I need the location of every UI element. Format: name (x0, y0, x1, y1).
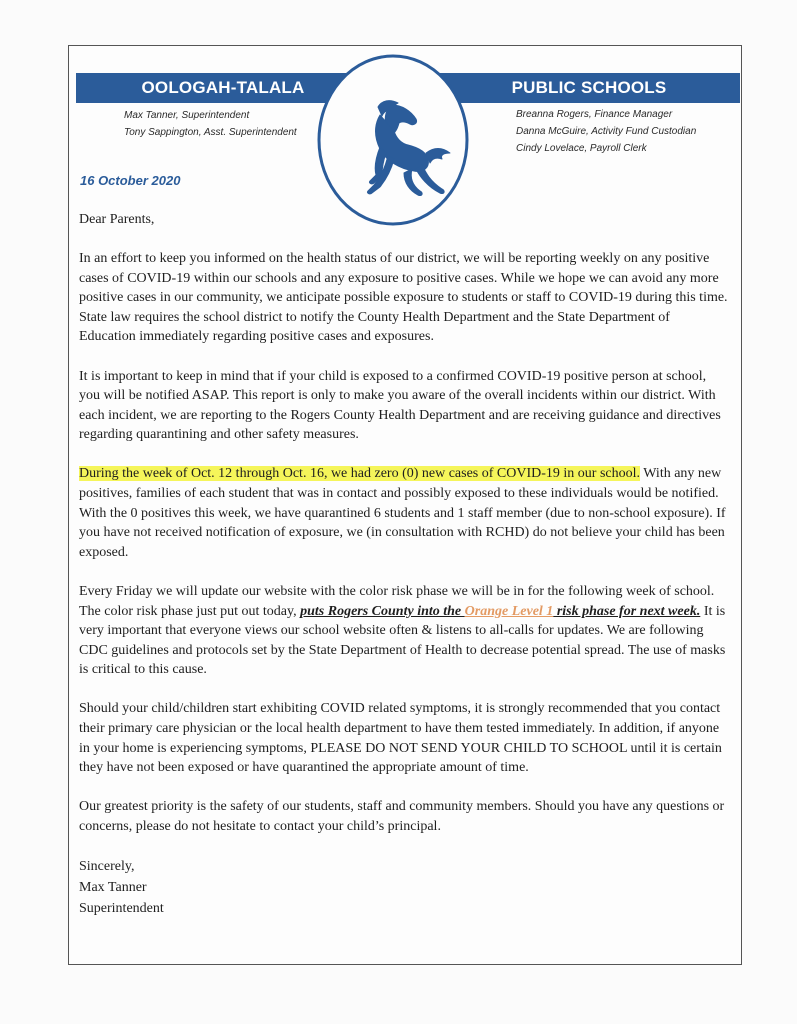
letter-body (79, 210, 729, 919)
letter-date: 16 October 2020 (80, 173, 181, 188)
district-name: OOLOGAH-TALALA (141, 78, 305, 97)
staff-line: Max Tanner, Superintendent (124, 110, 250, 121)
signer-title: Superintendent (79, 900, 164, 916)
paragraph-reporting: In an effort to keep you informed on the health status of our district, we will be reporting weekly on any positive cases of COVID-19 within our schools and any exposure to positive cases. While we hope we can avoid any more positive cases in our community, we anticipate possible exposure to students or staff to COVID-19 during this time. State law requires the school district to notify the County Health Department and the State Department of Education immediately regarding positive cases and exposures. (79, 251, 728, 345)
paragraph-weekly-cases (79, 464, 729, 562)
sign-off: Sincerely, (79, 858, 135, 874)
paragraph-symptoms: Should your child/children start exhibiting COVID related symptoms, it is strongly recommended that you contact their primary care physician or the local health department to have them tested immediately. In addition, if anyone in your home is experiencing symptoms, PLEASE DO NOT SEND YOUR CHILD TO SCHOOL until it is certain they have not been exposed or have quarantined the appropriate amount of time. (79, 701, 722, 776)
left-staff-list (124, 107, 297, 141)
paragraph-notification: It is important to keep in mind that if your child is exposed to a confirmed COVID-19 positive person at school, you will be notified ASAP. This report is only to make you aware of the overall incidents within our district. With each incident, we are reporting to the Rogers County Health Department and are receiving guidance and directives regarding quarantining and other safety measures. (79, 368, 721, 443)
paragraph-risk-phase (79, 582, 729, 680)
risk-phase-emphasis-end: risk phase for next week. (553, 603, 701, 619)
staff-line: Breanna Rogers, Finance Manager (516, 109, 673, 120)
staff-line: Tony Sappington, Asst. Superintendent (124, 127, 297, 138)
signer-name: Max Tanner (79, 879, 147, 895)
highlighted-case-count: During the week of Oct. 12 through Oct. 16, we had zero (0) new cases of COVID-19 in our school. (79, 466, 641, 482)
mustang-horse-icon (316, 53, 470, 227)
orange-level-label: Orange Level 1 (464, 603, 554, 619)
district-name-banner (76, 73, 346, 103)
staff-line: Danna McGuire, Activity Fund Custodian (516, 126, 697, 137)
risk-phase-emphasis-start: puts Rogers County into the (300, 603, 465, 619)
staff-line: Cindy Lovelace, Payroll Clerk (516, 143, 647, 154)
weekly-cases-details: With any new positives, families of each student that was in contact and possibly exposed to these individuals would be notified. With the 0 positives this week, we have quarantined 6 students and 1 staff member (due to non-school exposure). If you have not received notification of exposure, we (in consultation with RCHD) do not believe your child has been exposed. (79, 466, 726, 560)
risk-phase-details: It is very important that everyone views our school website often & listens to all-calls for updates. We are following CDC guidelines and protocols set by the State Department of Health to decrease potential spread. The use of masks is critical to this cause. (79, 603, 726, 678)
greeting: Dear Parents, (79, 212, 155, 227)
right-staff-list (516, 106, 696, 157)
risk-phase-intro: Every Friday we will update our website with the color risk phase we will be in for the following week of school. The color risk phase just put out today, (79, 583, 715, 619)
signature-block (79, 856, 729, 919)
public-schools-label: PUBLIC SCHOOLS (511, 78, 667, 97)
paragraph-priority: Our greatest priority is the safety of our students, staff and community members. Should you have any questions or concerns, please do not hesitate to contact your child’s principal. (79, 799, 725, 834)
public-schools-banner (438, 73, 740, 103)
